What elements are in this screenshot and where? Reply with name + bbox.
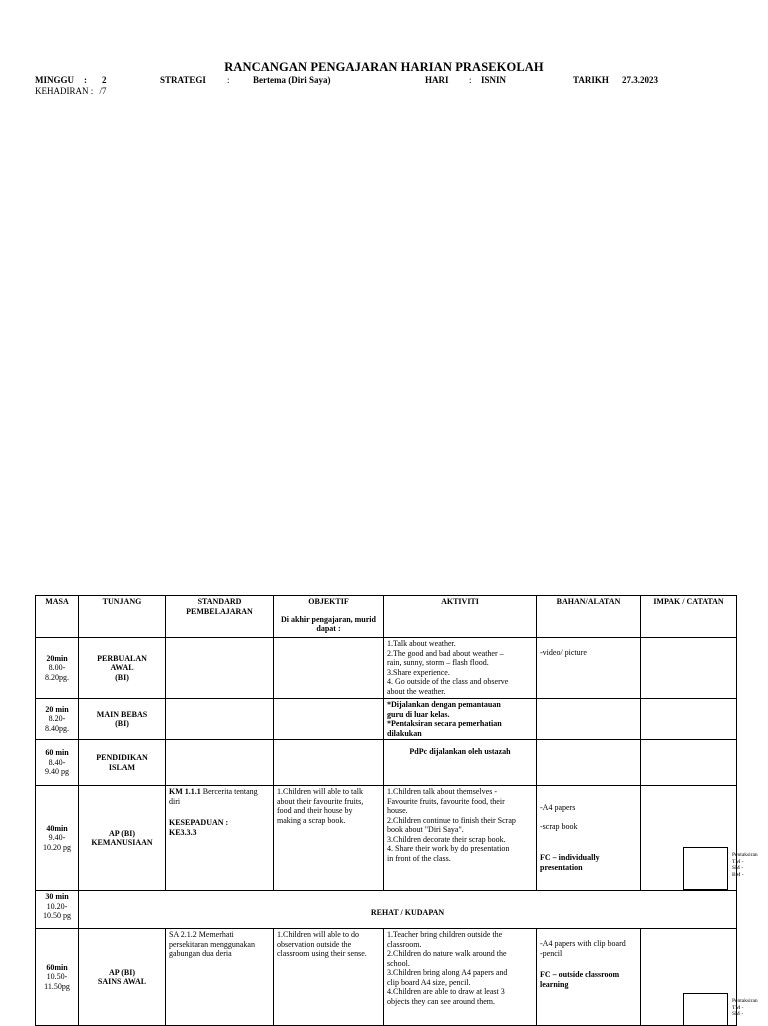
- tunjang-cell: PERBUALAN AWAL (BI): [79, 638, 166, 699]
- tarikh-value: 27.3.2023: [622, 75, 658, 85]
- table-row: [36, 638, 737, 699]
- bahan-cell: [537, 699, 641, 740]
- tunjang-cell: PENDIDIKAN ISLAM: [79, 740, 166, 786]
- masa-time: 8.00- 8.20pg.: [45, 663, 69, 682]
- impak-cell: [641, 638, 737, 699]
- standard-cell: [166, 786, 274, 891]
- header-row: [36, 596, 737, 638]
- masa-duration: 60 min: [45, 748, 69, 758]
- table-row: [36, 891, 737, 929]
- objektif-cell: [274, 740, 384, 786]
- aktiviti-cell: 1.Talk about weather. 2.The good and bad about weather – rain, sunny, storm – flash flood. 3.Share experience. 4. Go outside of the class and observe about the weather.: [384, 638, 537, 699]
- bahan-item: -A4 papers with clip board -pencil: [540, 939, 626, 958]
- standard-code: KM 1.1.1: [169, 787, 201, 796]
- header-standard: STANDARD PEMBELAJARAN: [166, 596, 274, 638]
- strategi-label: STRATEGI: [160, 75, 206, 85]
- assessment-box: [683, 847, 728, 890]
- hari-label: HARI: [425, 75, 449, 85]
- standard-cell: SA 2.1.2 Memerhati persekitaran menggunakan gabungan dua deria: [166, 929, 274, 1026]
- hari-value: ISNIN: [481, 75, 507, 85]
- aktiviti-cell: *Dijalankan dengan pemantauan guru di luar kelas. *Pentaksiran secara pemerhatian dilakukan: [384, 699, 537, 740]
- objektif-cell: [274, 699, 384, 740]
- header-bahan: BAHAN/ALATAN: [537, 596, 641, 638]
- header-tunjang: TUNJANG: [79, 596, 166, 638]
- masa-cell: [36, 786, 79, 891]
- bahan-cell: [537, 786, 641, 891]
- masa-time: 8.40- 9.40 pg: [45, 757, 69, 777]
- masa-time: 10.50- 11.50pg: [44, 972, 70, 991]
- masa-time: 10.20- 10.50 pg: [43, 901, 71, 920]
- objektif-cell: 1.Children will able to talk about their favourite fruits, food and their house by making a scrap book.: [274, 786, 384, 891]
- assessment-bm: BM -: [732, 871, 744, 878]
- standard-cell: [166, 740, 274, 786]
- kesepaduan: KESEPADUAN : KE3.3.3: [169, 818, 229, 837]
- table-row: [36, 740, 737, 786]
- assessment-label: Pentaksiran: [732, 852, 758, 858]
- aktiviti-cell: 1.Children talk about themselves - Favourite fruits, favourite food, their house. 2.Children continue to finish their Scrap book about "Diri Saya". 3.Children decorate their scrap book. 4. Share their work by do presentation in front of the class.: [384, 786, 537, 891]
- masa-duration: 40min: [46, 823, 68, 833]
- header-objektif: [274, 596, 384, 638]
- objektif-cell: [274, 638, 384, 699]
- assessment-box: [683, 993, 728, 1025]
- masa-time: 8.20- 8.40pg.: [45, 714, 69, 733]
- kehadiran-label: KEHADIRAN :: [35, 86, 94, 96]
- assessment-sm: SM -: [732, 1011, 744, 1017]
- impak-cell: [641, 740, 737, 786]
- masa-cell: [36, 740, 79, 786]
- aktiviti-cell: 1.Teacher bring children outside the classroom. 2.Children do nature walk around the school. 3.Children bring along A4 papers and clip board A4 size, pencil. 4.Children are able to draw at least 3 objects they can see around them.: [384, 929, 537, 1026]
- assessment-label: Pentaksiran: [732, 998, 758, 1004]
- standard-text: [169, 787, 270, 806]
- assessment-notes: [732, 852, 758, 878]
- standard-cell: [166, 638, 274, 699]
- aktiviti-cell: PdPc dijalankan oleh ustazah: [384, 740, 537, 786]
- colon: :: [227, 75, 230, 85]
- masa-cell: [36, 891, 79, 929]
- lesson-plan-table: [35, 595, 737, 1026]
- masa-cell: [36, 638, 79, 699]
- bahan-cell: -video/ picture: [537, 638, 641, 699]
- masa-duration: 20 min: [45, 704, 69, 714]
- table-row: [36, 786, 737, 891]
- assessment-notes: [732, 998, 758, 1018]
- masa-duration: 30 min: [45, 892, 69, 901]
- kehadiran: [35, 86, 107, 96]
- colon: :: [469, 75, 472, 85]
- masa-cell: [36, 929, 79, 1026]
- bahan-item: -scrap book: [540, 821, 578, 831]
- document-title: RANCANGAN PENGAJARAN HARIAN PRASEKOLAH: [224, 60, 544, 74]
- impak-cell: [641, 699, 737, 740]
- bahan-fc: FC – outside classroom learning: [540, 970, 620, 989]
- minggu-label: MINGGU: [35, 75, 74, 85]
- header-impak: IMPAK / CATATAN: [641, 596, 737, 638]
- colon: :: [84, 75, 87, 85]
- table-row: [36, 699, 737, 740]
- assessment-tm: TM -: [732, 858, 744, 865]
- header-objektif-title: OBJEKTIF: [308, 597, 349, 606]
- tarikh-label: TARIKH: [573, 75, 609, 85]
- header-masa: MASA: [36, 596, 79, 638]
- assessment-tm: TM -: [732, 1004, 744, 1011]
- header-aktiviti: AKTIVITI: [384, 596, 537, 638]
- rehat-cell: REHAT / KUDAPAN: [79, 891, 737, 929]
- masa-duration: 20min: [46, 653, 68, 663]
- tunjang-cell: MAIN BEBAS (BI): [79, 699, 166, 740]
- objektif-cell: 1.Children will able to do observation outside the classroom using their sense.: [274, 929, 384, 1026]
- bahan-fc: FC – individually presentation: [540, 853, 600, 872]
- tunjang-cell: AP (BI) KEMANUSIAAN: [79, 786, 166, 891]
- masa-time: 9.40- 10.20 pg: [43, 833, 71, 852]
- bahan-cell: [537, 929, 641, 1026]
- header-objektif-sub: Di akhir pengajaran, murid dapat :: [281, 614, 376, 633]
- table-row: [36, 929, 737, 1026]
- kehadiran-value: /7: [99, 86, 107, 96]
- bahan-cell: [537, 740, 641, 786]
- bahan-item: -A4 papers: [540, 803, 576, 812]
- tunjang-cell: AP (BI) SAINS AWAL: [79, 929, 166, 1026]
- masa-cell: [36, 699, 79, 740]
- minggu-value: 2: [102, 75, 107, 85]
- strategi-value: Bertema (Diri Saya): [253, 75, 331, 85]
- standard-cell: [166, 699, 274, 740]
- masa-duration: 60min: [46, 962, 68, 972]
- standard-description: Bercerita tentang diri: [169, 787, 258, 806]
- assessment-sm: SM -: [732, 865, 744, 871]
